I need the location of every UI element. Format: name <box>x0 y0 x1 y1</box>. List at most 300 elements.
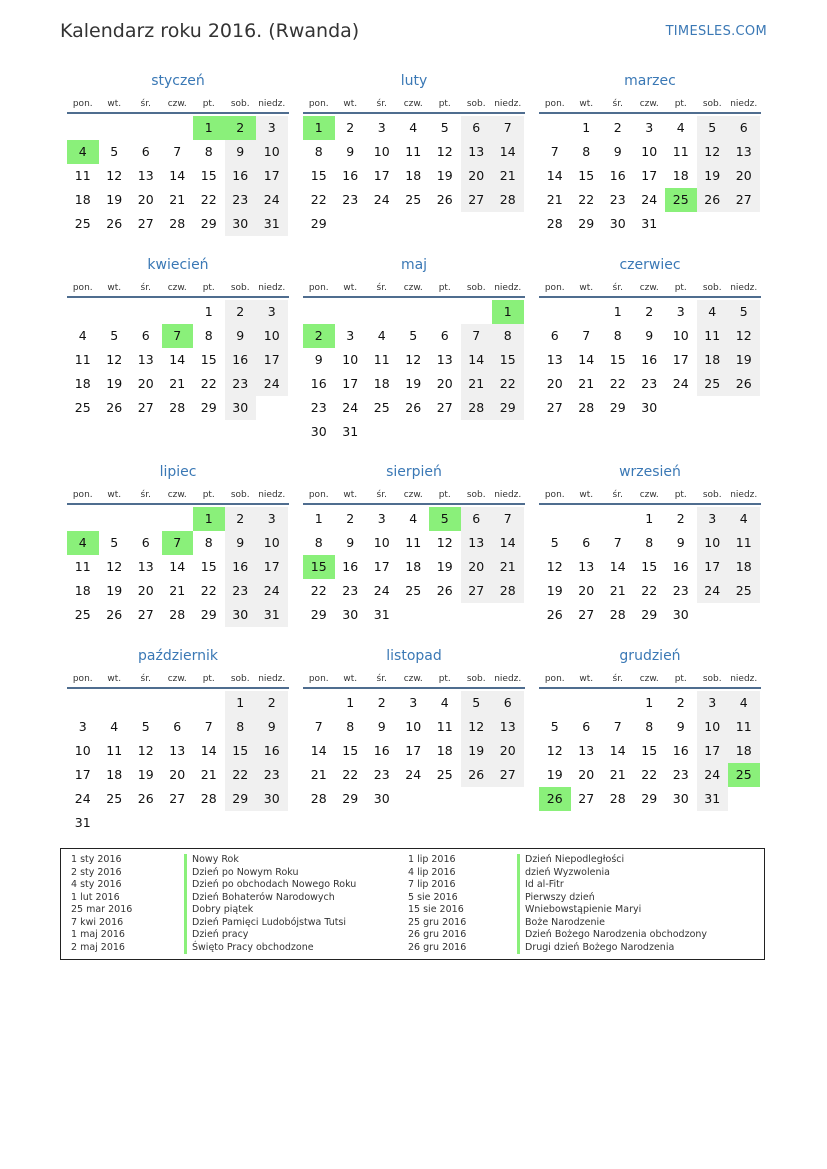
day-cell: 29 <box>342 791 359 806</box>
day-cell: 14 <box>169 559 186 574</box>
day-cell: 28 <box>609 607 626 622</box>
empty-cell <box>303 691 335 715</box>
weekday-label: niedz. <box>494 674 522 684</box>
weekend-day-cell: 16 <box>256 739 288 763</box>
legend-holiday-name: Drugi dzień Bożego Narodzenia <box>525 941 675 953</box>
weekday-label: wt. <box>343 674 358 684</box>
day-cell: 23 <box>672 767 689 782</box>
weekend-day-cell: 10 <box>256 324 288 348</box>
legend-right-names <box>525 854 707 954</box>
weekend-day-cell: 2 <box>225 300 257 324</box>
day-cell: 28 <box>169 400 186 415</box>
day-cell: 9 <box>676 535 685 550</box>
empty-cell <box>429 300 461 324</box>
weekend-day-cell: 13 <box>461 531 493 555</box>
day-cell: 2 <box>377 695 386 710</box>
day-cell: 16 <box>672 743 689 758</box>
day-cell: 22 <box>578 192 595 207</box>
day-cell: 16 <box>342 559 359 574</box>
day-cell: 22 <box>342 767 359 782</box>
legend-date: 7 lip 2016 <box>408 879 456 890</box>
weekend-day-cell: 4 <box>728 691 760 715</box>
weekend-day-cell: 23 <box>225 579 257 603</box>
day-cell: 10 <box>672 328 689 343</box>
weekday-label: czw. <box>639 674 659 684</box>
empty-cell <box>492 212 524 236</box>
weekday-label: niedz. <box>730 283 758 293</box>
weekend-day-cell: 31 <box>697 787 729 811</box>
day-cell: 6 <box>582 719 591 734</box>
day-cell: 26 <box>405 400 422 415</box>
day-cell: 13 <box>169 743 186 758</box>
weekday-label: niedz. <box>494 283 522 293</box>
day-cell: 14 <box>578 352 595 367</box>
empty-cell <box>492 603 524 627</box>
day-cell: 29 <box>310 607 327 622</box>
day-cell: 17 <box>405 743 422 758</box>
day-cell: 23 <box>342 192 359 207</box>
legend-holiday-name: Pierwszy dzień <box>525 891 595 903</box>
empty-cell <box>130 811 162 835</box>
legend-date: 26 gru 2016 <box>408 929 467 940</box>
day-cell: 1 <box>346 695 355 710</box>
week-row <box>539 212 761 236</box>
empty-cell <box>602 691 634 715</box>
weekend-day-cell: 17 <box>697 739 729 763</box>
day-cell: 19 <box>405 376 422 391</box>
day-cell: 9 <box>314 352 323 367</box>
empty-cell <box>429 603 461 627</box>
week-row <box>67 507 289 531</box>
day-cell: 22 <box>200 376 217 391</box>
weekday-label: śr. <box>140 99 151 109</box>
day-cell: 28 <box>310 791 327 806</box>
day-cell: 25 <box>373 400 390 415</box>
holiday-day-cell: 25 <box>665 188 697 212</box>
day-cell: 11 <box>106 743 123 758</box>
day-cell: 5 <box>110 535 119 550</box>
legend-holiday-name: Święto Pracy obchodzone <box>192 941 314 953</box>
day-cell: 15 <box>641 743 658 758</box>
day-cell: 6 <box>141 535 150 550</box>
week-row <box>539 300 761 324</box>
weekend-day-cell: 3 <box>256 507 288 531</box>
weekday-label: śr. <box>140 490 151 500</box>
weekday-label: pt. <box>438 99 451 109</box>
weekday-label: niedz. <box>494 99 522 109</box>
day-cell: 29 <box>641 791 658 806</box>
day-cell: 26 <box>436 583 453 598</box>
day-cell: 18 <box>405 559 422 574</box>
week-row <box>303 164 525 188</box>
day-cell: 9 <box>346 144 355 159</box>
week-row <box>67 396 289 420</box>
weekend-day-cell: 11 <box>697 324 729 348</box>
empty-cell <box>162 811 194 835</box>
empty-cell <box>429 787 461 811</box>
weekday-label: wt. <box>579 674 594 684</box>
day-cell: 28 <box>169 216 186 231</box>
day-cell: 15 <box>578 168 595 183</box>
weekday-label: wt. <box>343 99 358 109</box>
month-name: kwiecień <box>147 257 209 273</box>
weekend-day-cell: 5 <box>461 691 493 715</box>
day-cell: 8 <box>645 719 654 734</box>
day-cell: 22 <box>609 376 626 391</box>
day-cell: 24 <box>405 767 422 782</box>
day-cell: 14 <box>200 743 217 758</box>
day-cell: 19 <box>106 583 123 598</box>
legend-left-dates <box>71 854 132 954</box>
empty-cell <box>130 300 162 324</box>
weekend-day-cell: 25 <box>697 372 729 396</box>
weekday-label: wt. <box>579 283 594 293</box>
week-row <box>67 691 289 715</box>
day-cell: 27 <box>169 791 186 806</box>
day-cell: 14 <box>546 168 563 183</box>
legend-holiday-name: Dzień po obchodach Nowego Roku <box>192 879 357 890</box>
weekend-day-cell: 26 <box>461 763 493 787</box>
legend-holiday-name: Dzień Bohaterów Narodowych <box>192 891 335 903</box>
week-row <box>67 603 289 627</box>
month-calendar <box>303 256 525 444</box>
week-row <box>67 579 289 603</box>
week-row <box>67 555 289 579</box>
day-cell: 6 <box>173 719 182 734</box>
day-cell: 22 <box>641 767 658 782</box>
day-cell: 29 <box>200 216 217 231</box>
legend-date: 15 sie 2016 <box>408 904 464 915</box>
week-row <box>303 787 525 811</box>
day-cell: 29 <box>609 400 626 415</box>
empty-cell <box>571 507 603 531</box>
weekday-label: pon. <box>308 283 329 293</box>
day-cell: 27 <box>137 607 154 622</box>
day-cell: 23 <box>373 767 390 782</box>
holiday-day-cell: 15 <box>303 555 335 579</box>
day-cell: 31 <box>74 815 91 830</box>
weekend-day-cell: 25 <box>728 579 760 603</box>
weekend-day-cell: 26 <box>697 188 729 212</box>
weekend-day-cell: 20 <box>728 164 760 188</box>
day-cell: 20 <box>578 583 595 598</box>
week-row <box>539 691 761 715</box>
weekday-label: niedz. <box>258 674 286 684</box>
weekday-label: niedz. <box>730 99 758 109</box>
day-cell: 19 <box>137 767 154 782</box>
legend-date: 1 lut 2016 <box>71 891 120 903</box>
week-row <box>539 739 761 763</box>
weekend-day-cell: 27 <box>492 763 524 787</box>
legend-left-names <box>192 854 356 954</box>
week-row <box>539 531 761 555</box>
empty-cell <box>162 116 194 140</box>
weekday-header-row <box>303 487 525 505</box>
weekend-day-cell: 17 <box>256 164 288 188</box>
empty-cell <box>429 420 461 444</box>
day-cell: 4 <box>409 511 418 526</box>
weekday-label: sob. <box>702 490 722 500</box>
legend-right-dates <box>408 854 466 954</box>
weekend-day-cell: 6 <box>728 116 760 140</box>
day-cell: 12 <box>436 535 453 550</box>
week-row <box>539 188 761 212</box>
weekday-label: śr. <box>612 283 623 293</box>
empty-cell <box>571 300 603 324</box>
week-row <box>539 348 761 372</box>
weekday-header-row <box>67 487 289 505</box>
day-cell: 11 <box>672 144 689 159</box>
day-cell: 10 <box>405 719 422 734</box>
empty-cell <box>492 420 524 444</box>
weekend-day-cell: 15 <box>492 348 524 372</box>
day-cell: 22 <box>310 192 327 207</box>
weekday-label: pon. <box>308 490 329 500</box>
day-cell: 8 <box>314 144 323 159</box>
holiday-day-cell: 26 <box>539 787 571 811</box>
day-cell: 13 <box>436 352 453 367</box>
weekend-day-cell: 10 <box>256 140 288 164</box>
day-cell: 3 <box>377 120 386 135</box>
legend-date: 2 sty 2016 <box>71 866 122 878</box>
month-name: lipiec <box>159 464 197 480</box>
weekend-day-cell: 17 <box>697 555 729 579</box>
week-row <box>303 372 525 396</box>
empty-cell <box>571 691 603 715</box>
day-cell: 17 <box>74 767 91 782</box>
week-row <box>303 140 525 164</box>
day-cell: 27 <box>546 400 563 415</box>
day-cell: 12 <box>436 144 453 159</box>
day-cell: 30 <box>672 607 689 622</box>
day-cell: 3 <box>409 695 418 710</box>
weekend-day-cell: 22 <box>492 372 524 396</box>
weekday-header-row <box>67 96 289 114</box>
day-cell: 5 <box>440 120 449 135</box>
empty-cell <box>539 507 571 531</box>
weekend-day-cell: 19 <box>697 164 729 188</box>
day-cell: 27 <box>578 607 595 622</box>
month-calendar <box>67 647 289 835</box>
weekday-label: pon. <box>544 674 565 684</box>
month-calendar <box>67 72 289 236</box>
day-cell: 27 <box>578 791 595 806</box>
day-cell: 3 <box>377 511 386 526</box>
day-cell: 11 <box>74 352 91 367</box>
empty-cell <box>256 396 288 420</box>
empty-cell <box>366 300 398 324</box>
day-cell: 26 <box>436 192 453 207</box>
day-cell: 11 <box>405 144 422 159</box>
day-cell: 20 <box>137 583 154 598</box>
day-cell: 9 <box>346 535 355 550</box>
day-cell: 4 <box>377 328 386 343</box>
weekend-day-cell: 27 <box>461 579 493 603</box>
weekday-label: wt. <box>107 674 122 684</box>
day-cell: 21 <box>609 583 626 598</box>
day-cell: 16 <box>342 168 359 183</box>
legend-date: 1 sty 2016 <box>71 854 122 865</box>
day-cell: 9 <box>676 719 685 734</box>
weekday-header-row <box>539 280 761 298</box>
legend-date: 25 gru 2016 <box>408 916 467 928</box>
weekend-day-cell: 31 <box>256 212 288 236</box>
weekday-label: sob. <box>466 99 486 109</box>
month-calendar <box>539 72 761 236</box>
weekend-day-cell: 6 <box>461 116 493 140</box>
weekend-day-cell: 19 <box>461 739 493 763</box>
day-cell: 15 <box>342 743 359 758</box>
month-calendar <box>67 463 289 627</box>
weekday-label: pon. <box>72 490 93 500</box>
day-cell: 29 <box>641 607 658 622</box>
day-cell: 23 <box>609 192 626 207</box>
weekday-header-row <box>539 487 761 505</box>
weekend-day-cell: 27 <box>461 188 493 212</box>
day-cell: 20 <box>546 376 563 391</box>
weekend-day-cell: 6 <box>461 507 493 531</box>
day-cell: 11 <box>74 559 91 574</box>
weekday-label: wt. <box>579 490 594 500</box>
day-cell: 8 <box>645 535 654 550</box>
day-cell: 5 <box>409 328 418 343</box>
empty-cell <box>99 507 131 531</box>
day-cell: 14 <box>169 352 186 367</box>
weekday-label: śr. <box>612 490 623 500</box>
day-cell: 25 <box>106 791 123 806</box>
week-row <box>539 140 761 164</box>
empty-cell <box>398 787 430 811</box>
empty-cell <box>99 300 131 324</box>
weekday-label: pon. <box>308 674 329 684</box>
day-cell: 4 <box>78 328 87 343</box>
day-cell: 3 <box>676 304 685 319</box>
day-cell: 26 <box>137 791 154 806</box>
day-cell: 16 <box>672 559 689 574</box>
week-row <box>303 715 525 739</box>
day-cell: 10 <box>342 352 359 367</box>
week-row <box>539 164 761 188</box>
empty-cell <box>398 212 430 236</box>
day-cell: 14 <box>169 168 186 183</box>
day-cell: 22 <box>200 583 217 598</box>
weekday-header-row <box>539 671 761 689</box>
month-name: maj <box>400 257 428 273</box>
weekday-label: wt. <box>107 283 122 293</box>
week-row <box>539 787 761 811</box>
weekday-label: czw. <box>167 283 187 293</box>
weekday-label: pt. <box>438 490 451 500</box>
day-cell: 1 <box>645 511 654 526</box>
weekend-day-cell: 13 <box>492 715 524 739</box>
day-cell: 21 <box>609 767 626 782</box>
month-calendar <box>539 463 761 627</box>
weekend-day-cell: 16 <box>225 555 257 579</box>
day-cell: 27 <box>137 216 154 231</box>
site-link[interactable]: TIMESLES.COM <box>665 24 767 39</box>
day-cell: 21 <box>546 192 563 207</box>
day-cell: 29 <box>578 216 595 231</box>
holiday-day-cell: 5 <box>429 507 461 531</box>
day-cell: 15 <box>641 559 658 574</box>
week-row <box>303 420 525 444</box>
empty-cell <box>697 603 729 627</box>
week-row <box>539 396 761 420</box>
week-row <box>303 300 525 324</box>
weekday-label: pon. <box>544 283 565 293</box>
month-calendar <box>303 72 525 236</box>
day-cell: 4 <box>409 120 418 135</box>
legend-holiday-name: Wniebowstąpienie Maryi <box>525 904 642 915</box>
day-cell: 21 <box>578 376 595 391</box>
week-row <box>303 555 525 579</box>
day-cell: 28 <box>200 791 217 806</box>
holiday-day-cell: 2 <box>225 116 257 140</box>
day-cell: 11 <box>74 168 91 183</box>
legend-holiday-name: Dobry piątek <box>192 904 254 915</box>
empty-cell <box>461 787 493 811</box>
day-cell: 4 <box>676 120 685 135</box>
legend-date: 5 sie 2016 <box>408 891 458 903</box>
weekday-label: śr. <box>140 674 151 684</box>
weekend-day-cell: 21 <box>461 372 493 396</box>
day-cell: 7 <box>582 328 591 343</box>
empty-cell <box>398 420 430 444</box>
empty-cell <box>539 691 571 715</box>
empty-cell <box>130 691 162 715</box>
day-cell: 25 <box>436 767 453 782</box>
weekday-label: czw. <box>639 99 659 109</box>
legend-date: 2 maj 2016 <box>71 941 125 953</box>
month-name: czerwiec <box>619 257 681 273</box>
weekend-day-cell: 9 <box>225 140 257 164</box>
weekday-label: pt. <box>438 674 451 684</box>
weekday-label: czw. <box>403 99 423 109</box>
empty-cell <box>366 212 398 236</box>
weekend-day-cell: 24 <box>256 188 288 212</box>
empty-cell <box>461 420 493 444</box>
legend-left-marker <box>184 854 187 954</box>
weekend-day-cell: 18 <box>728 739 760 763</box>
weekday-label: pt. <box>674 490 687 500</box>
weekend-day-cell: 11 <box>728 531 760 555</box>
empty-cell <box>225 811 257 835</box>
week-row <box>67 763 289 787</box>
day-cell: 14 <box>609 559 626 574</box>
day-cell: 14 <box>609 743 626 758</box>
holiday-day-cell: 4 <box>67 531 99 555</box>
weekend-day-cell: 10 <box>256 531 288 555</box>
weekday-label: sob. <box>466 674 486 684</box>
weekday-label: śr. <box>376 490 387 500</box>
day-cell: 14 <box>310 743 327 758</box>
weekend-day-cell: 30 <box>256 787 288 811</box>
weekend-day-cell: 24 <box>256 372 288 396</box>
legend-holiday-name: Dzień Niepodległości <box>525 854 625 865</box>
weekend-day-cell: 7 <box>492 116 524 140</box>
weekend-day-cell: 1 <box>225 691 257 715</box>
legend-date: 1 lip 2016 <box>408 854 456 865</box>
weekday-label: wt. <box>343 490 358 500</box>
day-cell: 25 <box>74 400 91 415</box>
weekend-day-cell: 11 <box>728 715 760 739</box>
week-row <box>303 603 525 627</box>
empty-cell <box>728 396 760 420</box>
weekend-day-cell: 8 <box>225 715 257 739</box>
day-cell: 20 <box>137 192 154 207</box>
holiday-day-cell: 7 <box>162 531 194 555</box>
day-cell: 30 <box>310 424 327 439</box>
